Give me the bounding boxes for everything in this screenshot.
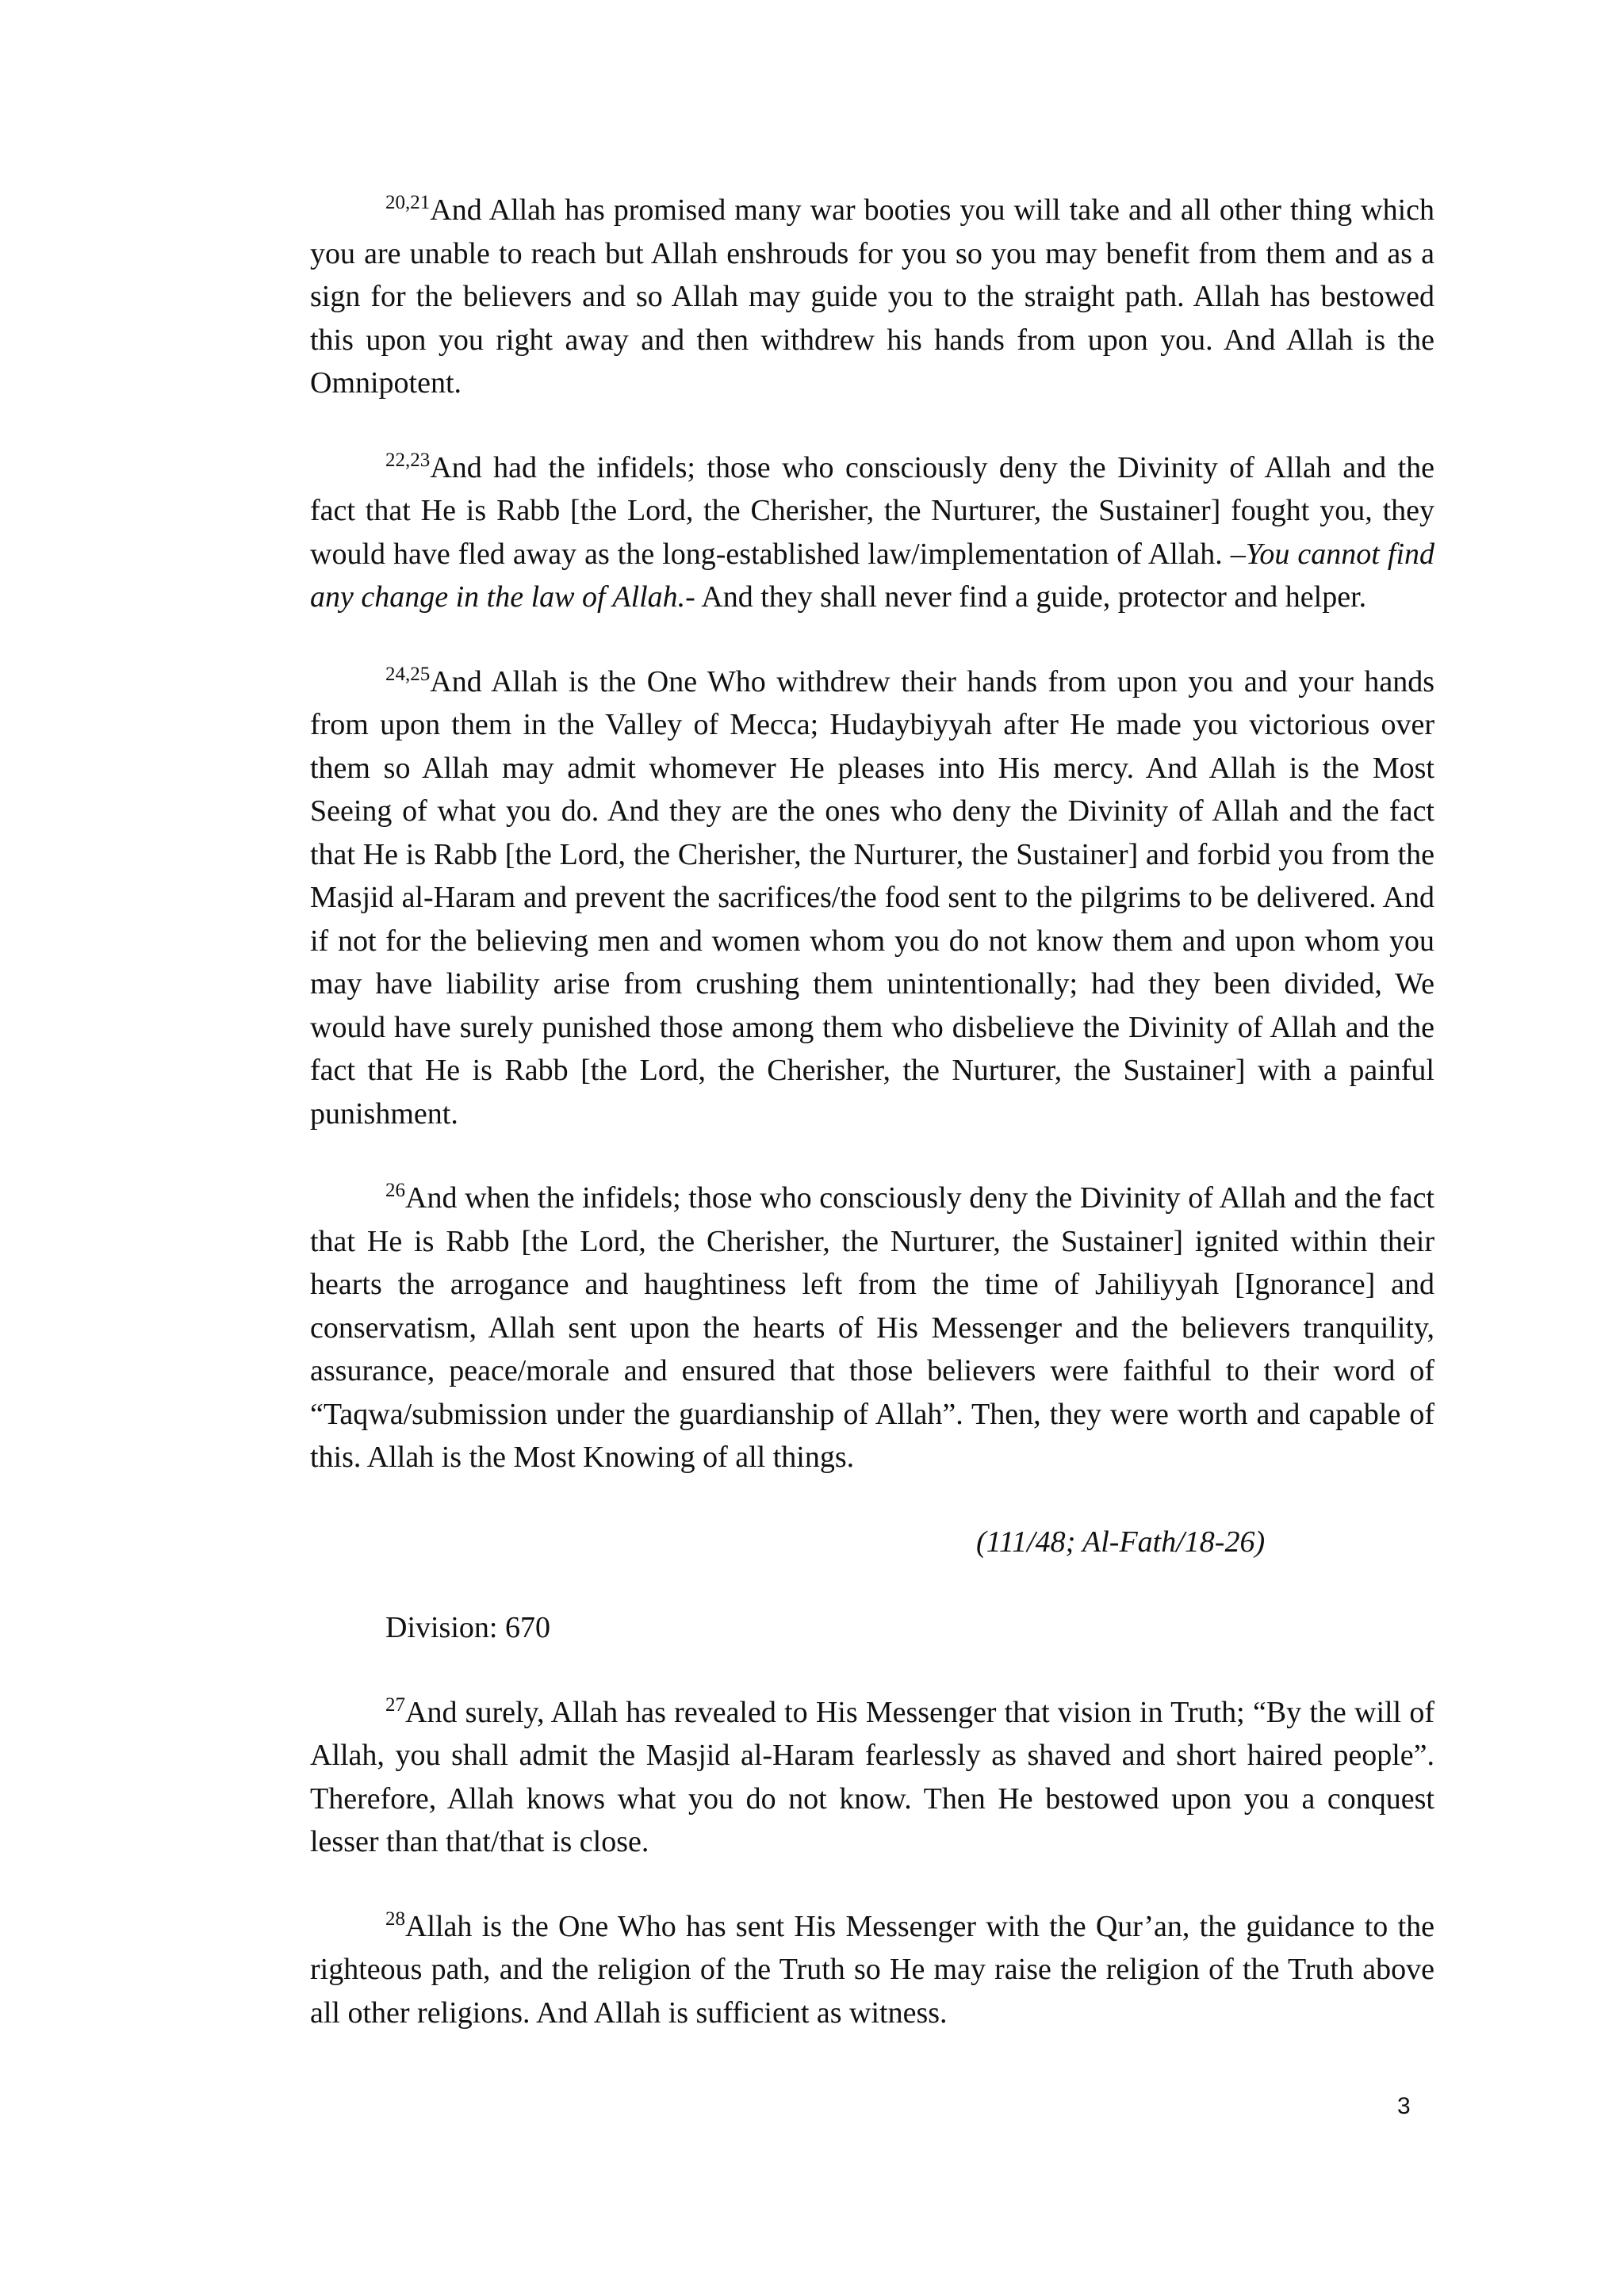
- verse-text: And Allah is the One Who withdrew their hands from upon you and your hands from upon them in the Valley of Mecca; Hudaybiyyah after He made you victorious over them so Allah may admit whomever He pleases into His mercy. And Allah is the Most Seeing of what you do. And they are the ones who deny the Divinity of Allah and the fact that He is Rabb [the Lord, the Cherisher, the Nurturer, the Sustainer] and forbid you from the Masjid al-Haram and prevent the sacrifices/the food sent to the pilgrims to be delivered. And if not for the believing men and women whom you do not know them and upon whom you may have liability arise from crushing them unintentionally; had they been divided, We would have surely punished those among them who disbelieve the Divinity of Allah and the fact that He is Rabb [the Lord, the Cherisher, the Nurturer, the Sustainer] with a painful punishment.: [310, 664, 1434, 1131]
- division-heading: Division: 670: [385, 1611, 550, 1644]
- verse-paragraph-20-21: [310, 189, 1434, 405]
- verse-text: And Allah has promised many war booties you will take and all other thing which you are unable to reach but Allah enshrouds for you so you may benefit from them and as a sign for the believers and so Allah may guide you to the straight path. Allah has bestowed this upon you right away and then withdrew his hands from upon you. And Allah is the Omnipotent.: [310, 193, 1434, 400]
- verse-number: 26: [385, 1180, 405, 1201]
- verse-number: 22,23: [385, 449, 431, 471]
- verse-number: 24,25: [385, 663, 431, 685]
- document-body: [310, 189, 1434, 2076]
- page-number: 3: [1397, 2093, 1411, 2119]
- verse-paragraph-24-25: [310, 660, 1434, 1136]
- verse-paragraph-26: [310, 1177, 1434, 1479]
- verse-number: 28: [385, 1908, 405, 1930]
- verse-text: Allah is the One Who has sent His Messenger with the Qur’an, the guidance to the righteous path, and the religion of the Truth so He may raise the religion of the Truth above all other religions. And Allah is sufficient as witness.: [310, 1909, 1434, 2030]
- verse-paragraph-28: [310, 1905, 1434, 2035]
- verse-number: 27: [385, 1693, 405, 1716]
- verse-italic-text: –You cannot find any change in the law of Allah.-: [310, 537, 1434, 614]
- verse-number: 20,21: [385, 192, 431, 213]
- verse-paragraph-27: [310, 1691, 1434, 1864]
- verse-text-continued: And they shall never find a guide, protector and helper.: [695, 580, 1367, 614]
- surah-reference: (111/48; Al-Fath/18-26): [976, 1525, 1266, 1559]
- verse-text: And surely, Allah has revealed to His Messenger that vision in Truth; “By the will of Allah, you shall admit the Masjid al-Haram fearlessly as shaved and short haired people”. Therefore, Allah knows what you do not know. Then He bestowed upon you a conquest lesser than that/that is close.: [310, 1695, 1434, 1858]
- verse-text: And when the infidels; those who consciously deny the Divinity of Allah and the fact that He is Rabb [the Lord, the Cherisher, the Nurturer, the Sustainer] ignited within their hearts the arrogance and haughtiness left from the time of Jahiliyyah [Ignorance] and conservatism, Allah sent upon the hearts of His Messenger and the believers tranquility, assurance, peace/morale and ensured that those believers were faithful to their word of “Taqwa/submission under the guardianship of Allah”. Then, they were worth and capable of this. Allah is the Most Knowing of all things.: [310, 1181, 1434, 1474]
- verse-text: And had the infidels; those who consciously deny the Divinity of Allah and the fact that He is Rabb [the Lord, the Cherisher, the Nurturer, the Sustainer] fought you, they would have fled away as the long-established law/implementation of Allah.: [310, 450, 1434, 571]
- verse-paragraph-22-23: [310, 446, 1434, 619]
